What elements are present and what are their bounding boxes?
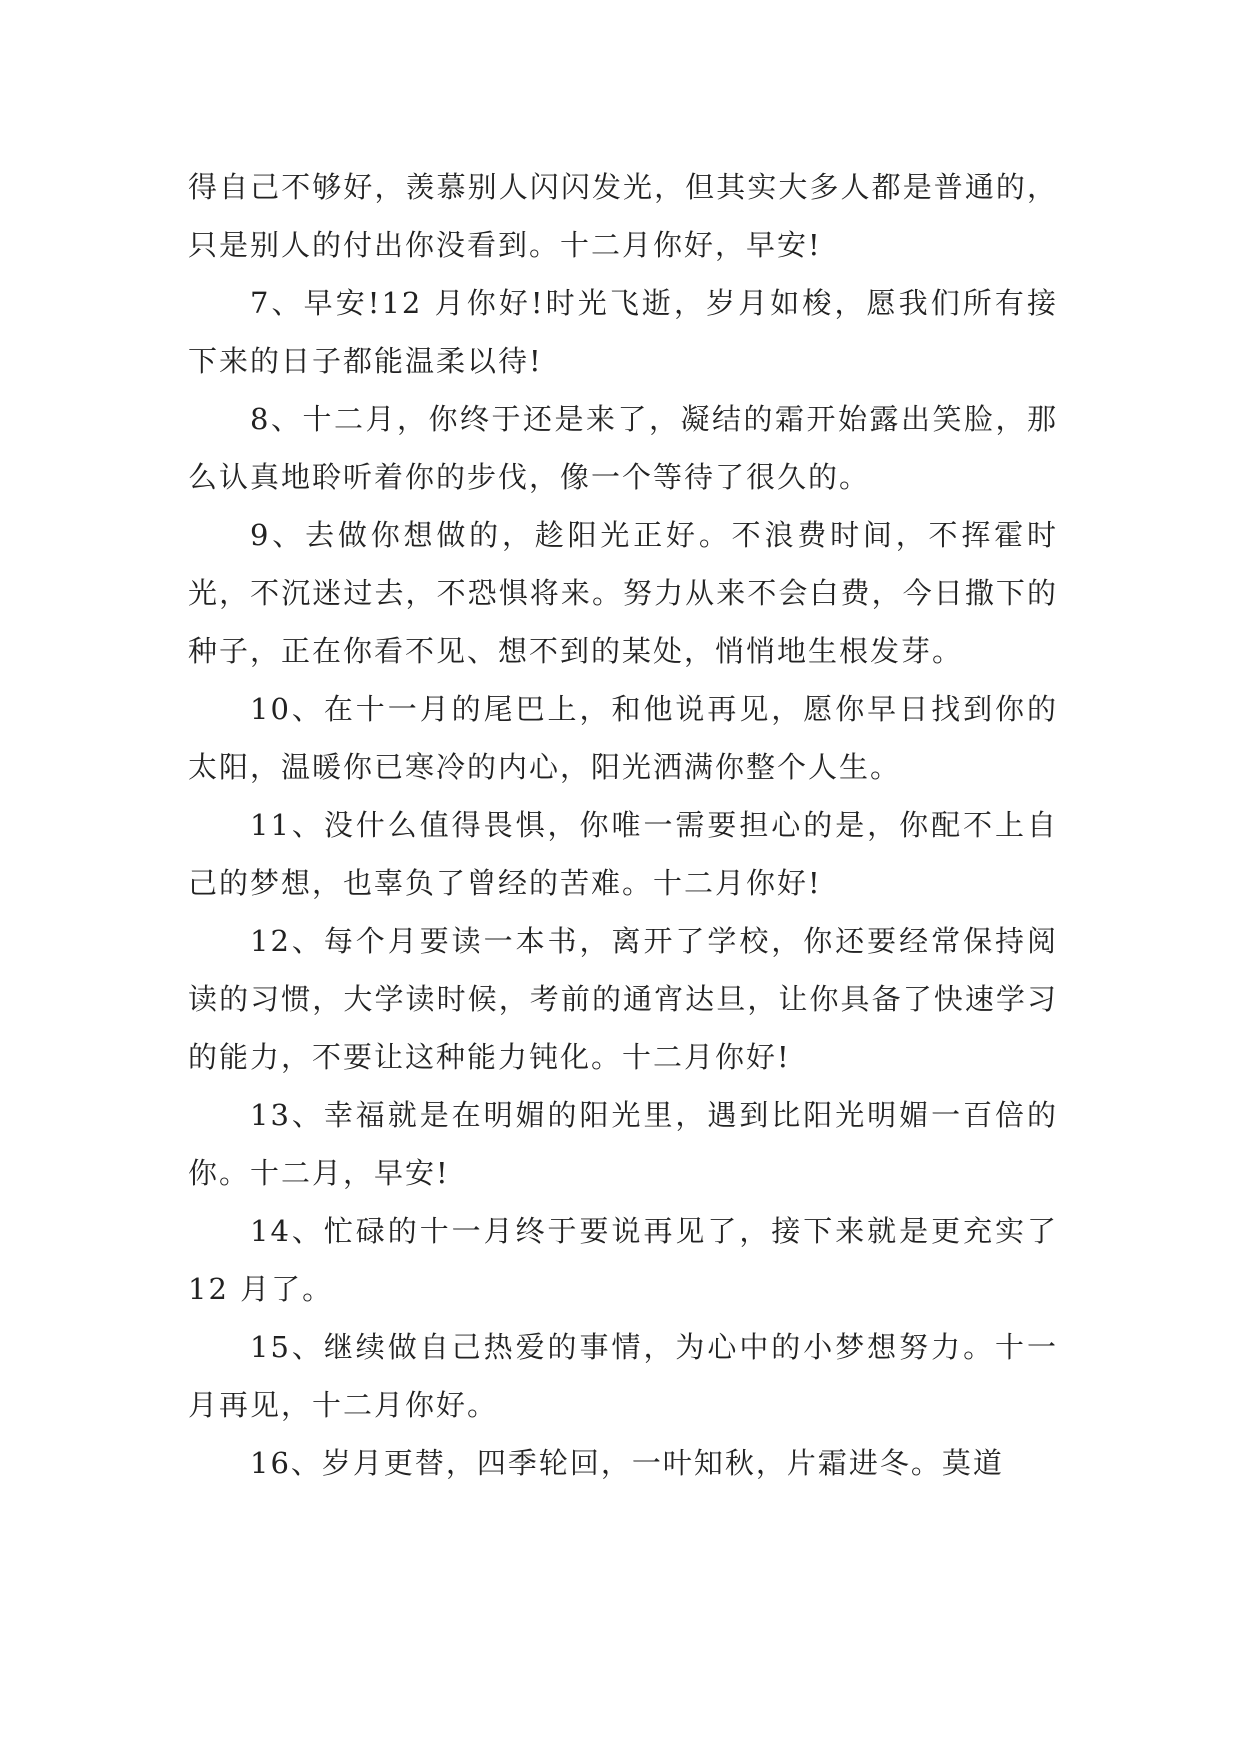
paragraph-item-12: 12、每个月要读一本书，离开了学校，你还要经常保持阅读的习惯，大学读时候，考前的通宵达旦，让你具备了快速学习的能力，不要让这种能力钝化。十二月你好! bbox=[188, 924, 1058, 1074]
paragraph-item-15: 15、继续做自己热爱的事情，为心中的小梦想努力。十一月再见，十二月你好。 bbox=[188, 1330, 1058, 1422]
paragraph-item-13: 13、幸福就是在明媚的阳光里，遇到比阳光明媚一百倍的你。十二月，早安! bbox=[188, 1098, 1058, 1190]
document-body bbox=[188, 158, 1058, 1492]
paragraph-item-11: 11、没什么值得畏惧，你唯一需要担心的是，你配不上自己的梦想，也辜负了曾经的苦难。十二月你好! bbox=[188, 808, 1058, 900]
paragraph-item-10: 10、在十一月的尾巴上，和他说再见，愿你早日找到你的太阳，温暖你已寒冷的内心，阳光洒满你整个人生。 bbox=[188, 692, 1058, 784]
paragraph-item-9: 9、去做你想做的，趁阳光正好。不浪费时间，不挥霍时光，不沉迷过去，不恐惧将来。努力从来不会白费，今日撒下的种子，正在你看不见、想不到的某处，悄悄地生根发芽。 bbox=[188, 518, 1058, 668]
paragraph-item-16: 16、岁月更替，四季轮回，一叶知秋，片霜进冬。莫道 bbox=[250, 1446, 1004, 1480]
paragraph-item-8: 8、十二月，你终于还是来了，凝结的霜开始露出笑脸，那么认真地聆听着你的步伐，像一个等待了很久的。 bbox=[188, 402, 1058, 494]
paragraph-continuation: 得自己不够好，羡慕别人闪闪发光，但其实大多人都是普通的，只是别人的付出你没看到。十二月你好，早安! bbox=[188, 170, 1058, 262]
paragraph-item-14: 14、忙碌的十一月终于要说再见了，接下来就是更充实了 12 月了。 bbox=[188, 1214, 1058, 1306]
paragraph-item-7: 7、早安!12 月你好!时光飞逝，岁月如梭，愿我们所有接下来的日子都能温柔以待! bbox=[188, 286, 1058, 378]
